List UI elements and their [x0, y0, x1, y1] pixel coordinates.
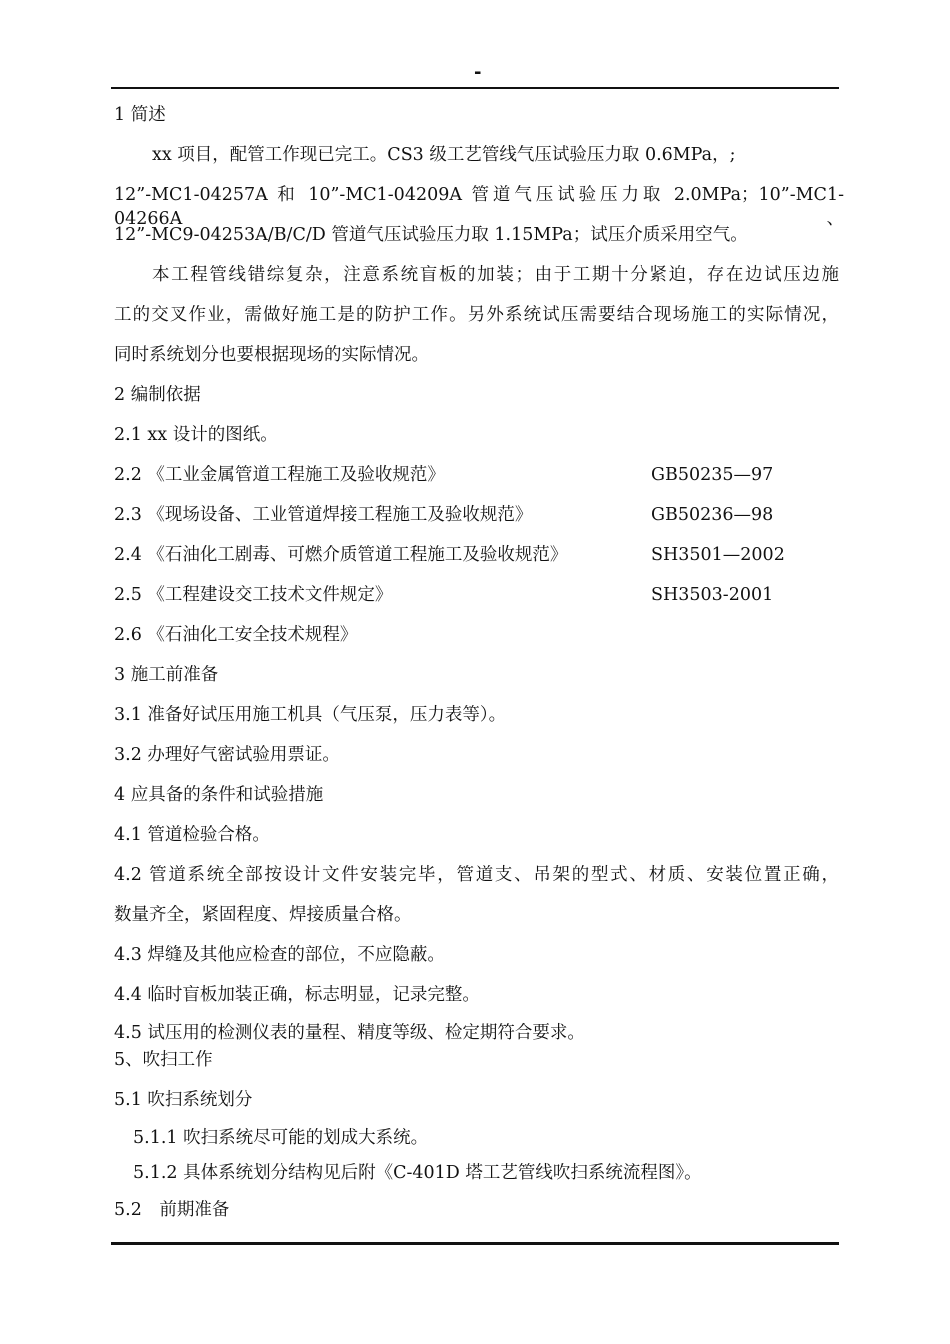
condition-item-4-2-line-1: 4.2 管道系统全部按设计文件安装完毕，管道支、吊架的型式、材质、安装位置正确， — [114, 865, 839, 885]
basis-item-2-1: 2.1 xx 设计的图纸。 — [114, 425, 278, 445]
purge-item-5-1: 5.1 吹扫系统划分 — [114, 1090, 253, 1110]
overview-paragraph-1-line-1: xx 项目，配管工作现已完工。CS3 级工艺管线气压试验压力取 0.6MPa，; — [152, 145, 736, 165]
basis-item-2-2-title: 2.2 《工业金属管道工程施工及验收规范》 — [114, 465, 445, 485]
basis-item-2-6: 2.6 《石油化工安全技术规程》 — [114, 625, 358, 645]
section-4-heading: 4 应具备的条件和试验措施 — [114, 785, 324, 805]
section-2-heading: 2 编制依据 — [114, 385, 201, 405]
section-3-heading: 3 施工前准备 — [114, 665, 219, 685]
footer-rule — [111, 1242, 839, 1245]
purge-item-5-2: 5.2 前期准备 — [114, 1200, 230, 1220]
overview-paragraph-2-line-3: 同时系统划分也要根据现场的实际情况。 — [114, 345, 429, 365]
overview-paragraph-2-line-2: 工的交叉作业，需做好施工是的防护工作。另外系统试压需要结合现场施工的实际情况， — [114, 305, 839, 325]
basis-item-2-4-title: 2.4 《石油化工剧毒、可燃介质管道工程施工及验收规范》 — [114, 545, 568, 565]
prep-item-3-2: 3.2 办理好气密试验用票证。 — [114, 745, 340, 765]
condition-item-4-2-line-2: 数量齐全，紧固程度、焊接质量合格。 — [114, 905, 412, 925]
section-5-heading: 5、吹扫工作 — [114, 1050, 213, 1070]
purge-item-5-1-2: 5.1.2 具体系统划分结构见后附《C-401D 塔工艺管线吹扫系统流程图》。 — [133, 1163, 702, 1183]
condition-item-4-4: 4.4 临时盲板加装正确，标志明显，记录完整。 — [114, 985, 480, 1005]
overview-paragraph-1-line-2: 12”-MC1-04257A 和 10”-MC1-04209A 管道气压试验压力取 2.0MPa；10”-MC1-04266A、 — [114, 185, 844, 229]
basis-item-2-5-title: 2.5 《工程建设交工技术文件规定》 — [114, 585, 393, 605]
basis-item-2-2-code: GB50235—97 — [651, 465, 774, 485]
overview-paragraph-2-line-1: 本工程管线错综复杂，注意系统盲板的加装；由于工期十分紧迫，存在边试压边施 — [152, 265, 839, 285]
condition-item-4-5: 4.5 试压用的检测仪表的量程、精度等级、检定期符合要求。 — [114, 1023, 585, 1043]
header-rule — [111, 87, 839, 89]
basis-item-2-3-title: 2.3 《现场设备、工业管道焊接工程施工及验收规范》 — [114, 505, 533, 525]
basis-item-2-2 — [114, 463, 839, 487]
basis-item-2-4-code: SH3501—2002 — [651, 545, 785, 565]
overview-paragraph-1-line-3: 12”-MC9-04253A/B/C/D 管道气压试验压力取 1.15MPa；试压介质采用空气。 — [114, 225, 748, 245]
header-mark: - — [474, 62, 482, 83]
purge-item-5-1-1: 5.1.1 吹扫系统尽可能的划成大系统。 — [133, 1128, 429, 1148]
prep-item-3-1: 3.1 准备好试压用施工机具（气压泵，压力表等）。 — [114, 705, 507, 725]
basis-item-2-4 — [114, 543, 839, 567]
condition-item-4-3: 4.3 焊缝及其他应检查的部位，不应隐蔽。 — [114, 945, 445, 965]
basis-item-2-5-code: SH3503-2001 — [651, 585, 774, 605]
condition-item-4-1: 4.1 管道检验合格。 — [114, 825, 270, 845]
section-1-heading: 1 简述 — [114, 105, 166, 125]
basis-item-2-3-code: GB50236—98 — [651, 505, 774, 525]
basis-item-2-5 — [114, 583, 839, 607]
basis-item-2-3 — [114, 503, 839, 527]
